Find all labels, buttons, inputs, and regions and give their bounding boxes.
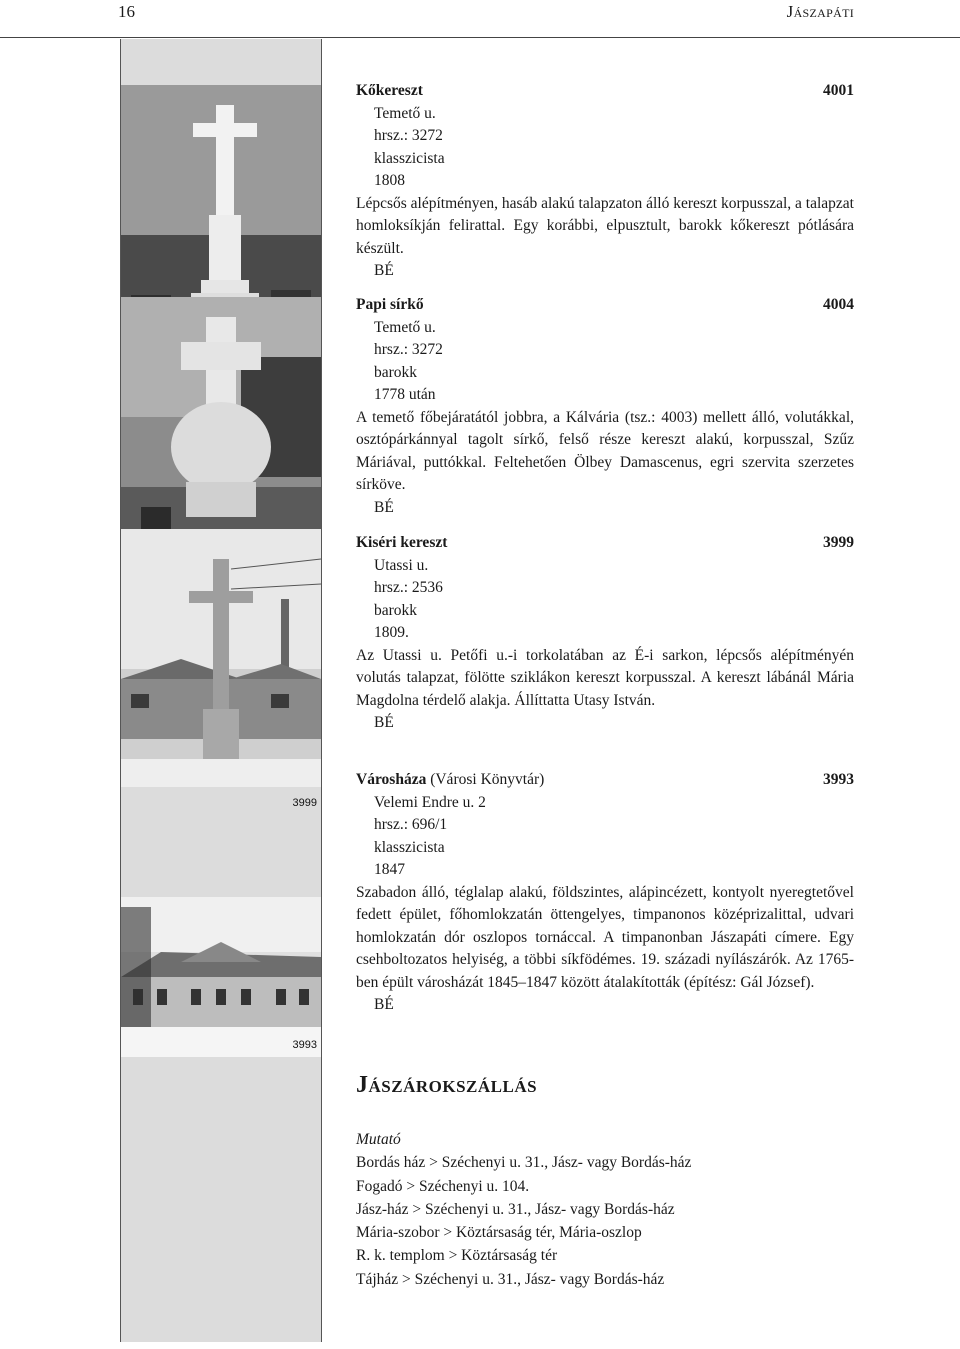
detail-style: klasszicista	[374, 149, 445, 167]
detail-street: Velemi Endre u. 2	[374, 793, 486, 811]
entry-subtitle: (Városi Könyvtár)	[426, 771, 545, 788]
entry-signature: BÉ	[374, 996, 394, 1013]
photo-caption: 3993	[292, 1039, 317, 1051]
detail-street: Temető u.	[374, 104, 436, 122]
photo-4004	[121, 297, 321, 553]
entry-3999	[356, 532, 854, 735]
town-hall-photo-icon	[121, 897, 321, 1057]
detail-date: 1808	[374, 172, 405, 189]
entry-code: 3999	[823, 534, 854, 551]
header-rule	[0, 37, 960, 38]
photo-caption: 3999	[292, 797, 317, 809]
entry-head	[356, 769, 854, 792]
photo-3993	[121, 897, 321, 1057]
index-item: Jász-ház > Széchenyi u. 31., Jász- vagy Bordás-ház	[356, 1200, 675, 1218]
entry-signature: BÉ	[374, 714, 394, 731]
detail-street: Temető u.	[374, 318, 436, 336]
running-title: Jászapáti	[786, 2, 854, 21]
index-item: Mária-szobor > Köztársaság tér, Mária-oszlop	[356, 1224, 642, 1242]
index-item: Fogadó > Széchenyi u. 104.	[356, 1177, 530, 1195]
detail-lot: hrsz.: 3272	[374, 127, 443, 144]
entry-code: 4004	[823, 296, 854, 313]
index-block	[356, 1128, 691, 1291]
index-item: Bordás ház > Széchenyi u. 31., Jász- vagy Bordás-ház	[356, 1154, 692, 1172]
detail-date: 1809.	[374, 624, 409, 641]
entry-title-group	[356, 769, 544, 792]
entry-signature: BÉ	[374, 262, 394, 279]
detail-lot: hrsz.: 2536	[374, 579, 443, 596]
entry-title: Kőkereszt	[356, 82, 423, 99]
entry-3993	[356, 769, 854, 1017]
detail-lot: hrsz.: 3272	[374, 341, 443, 358]
detail-date: 1778 után	[374, 386, 436, 403]
entry-4001	[356, 80, 854, 283]
detail-style: barokk	[374, 363, 418, 381]
photo-strip	[120, 39, 322, 1342]
detail-date: 1847	[374, 861, 405, 878]
index-label: Mutató	[356, 1131, 401, 1148]
entry-description: Szabadon álló, téglalap alakú, földszintes, alápincézett, kontyolt nyeregtetővel fedett épület, főhomlokzatán öttengelyes, timpanonos középrizalittal, udvari homlokzatán dór oszlopos tornáccal. A timpanonban Jászapáti címere. Egy csehboltozatos helyiség, a többi síkfödémes. 19. századi nyílászárók. Az 1765-ben épült városházát 1845–1847 között átalakították (építész: Gál József).	[356, 883, 854, 991]
index-item: R. k. templom > Köztársaság tér	[356, 1247, 558, 1265]
gravestone-photo-icon	[121, 297, 321, 553]
entry-code: 3993	[823, 771, 854, 788]
entry-title: Kiséri kereszt	[356, 534, 448, 551]
entry-head	[356, 294, 854, 317]
entry-head	[356, 532, 854, 555]
stone-cross-photo-icon	[121, 85, 321, 325]
detail-street: Utassi u.	[374, 556, 429, 574]
photo-3999	[121, 529, 321, 809]
entry-signature: BÉ	[374, 498, 394, 516]
photo-4001	[121, 85, 321, 325]
detail-lot: hrsz.: 696/1	[374, 816, 448, 833]
page-number: 16	[118, 2, 135, 21]
detail-style: klasszicista	[374, 838, 445, 856]
entry-description: Az Utassi u. Petőfi u.-i torkolatában az É-i sarkon, lépcsős alépítményén volutás talapzat, fölötte sziklákon kereszt korpusszal. A kereszt lábánál Mária Magdolna térdelő alakja. Állíttatta Utasy István.	[356, 646, 854, 709]
wayside-cross-photo-icon	[121, 529, 321, 787]
entry-title: Városháza	[356, 771, 427, 788]
entry-title: Papi sírkő	[356, 296, 424, 313]
section-title: Jászárokszállás	[356, 1072, 538, 1098]
entry-description: Lépcsős alépítményen, hasáb alakú talapzaton álló kereszt korpusszal, a talapzat homloksíkján felirattal. Egy korábbi, elpusztult, barokk kőkereszt pótlására készült.	[356, 194, 854, 257]
entry-head	[356, 80, 854, 103]
entry-description: A temető főbejáratától jobbra, a Kálvária (tsz.: 4003) mellett álló, volutákkal, osztópárkánnyal tagolt sírkő, felső része kereszt alakú, korpusszal, Szűz Máriával, puttókkal. Feltehetően Ölbey Damascenus, egri szervita szerzetes sírköve.	[356, 408, 854, 493]
detail-style: barokk	[374, 601, 418, 619]
index-item: Tájház > Széchenyi u. 31., Jász- vagy Bordás-ház	[356, 1270, 665, 1288]
entry-code: 4001	[823, 82, 854, 99]
entry-4004	[356, 294, 854, 519]
